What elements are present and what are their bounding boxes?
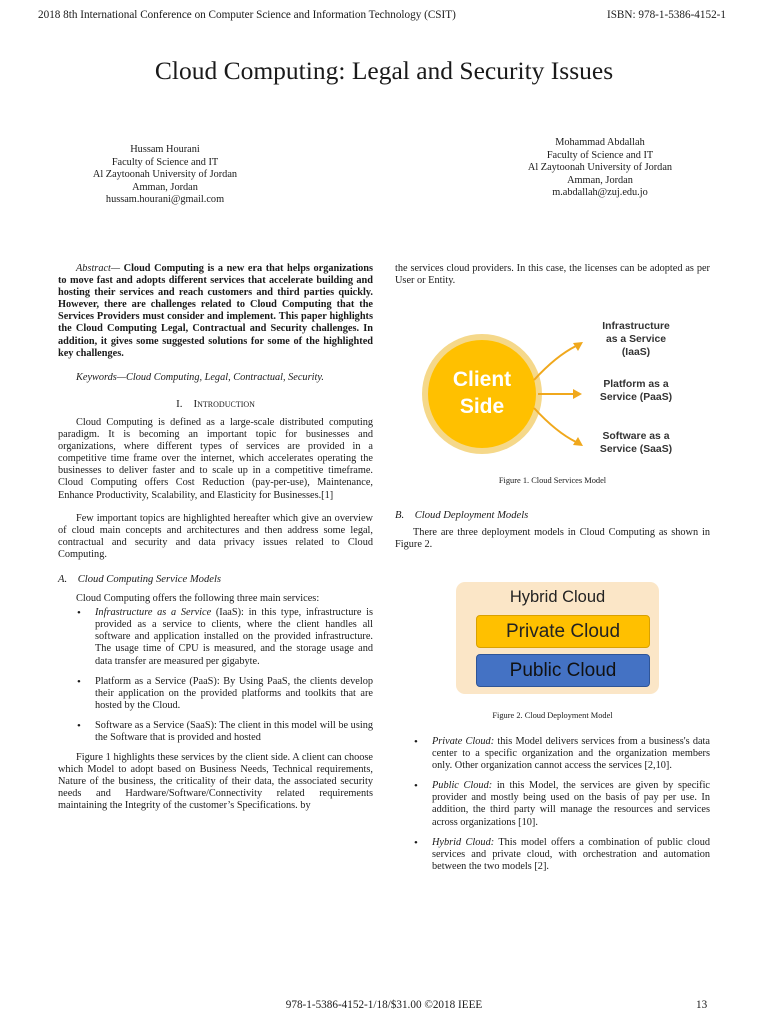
list-item-text: Software as a Service (SaaS): The client in this model will be using the Software that is provided and hosted <box>95 719 373 743</box>
keywords: Keywords—Cloud Computing, Legal, Contractual, Security. <box>76 371 324 383</box>
subsection-title: Cloud Deployment Models <box>414 510 529 521</box>
list-item-term: Hybrid Cloud: <box>432 836 495 848</box>
list-item <box>432 780 710 828</box>
list-item-text: Platform as a Service (PaaS): By Using PaaS, the clients develop their application on the provided platforms and toolkits that are hosted by the Cloud. <box>95 675 373 711</box>
iaas-label <box>586 320 686 359</box>
private-cloud-box: Private Cloud <box>476 615 650 648</box>
conference-header: 2018 8th International Conference on Computer Science and Information Technology (CSIT) <box>38 9 456 21</box>
author-univ: Al Zaytoonah University of Jordan <box>92 169 238 181</box>
circle-text-line-2: Side <box>459 395 505 418</box>
author-email: m.abdallah@zuj.edu.jo <box>552 187 648 199</box>
author-block-2 <box>495 137 705 200</box>
author-dept: Faculty of Science and IT <box>546 149 654 161</box>
subsection-label: A. <box>58 573 68 585</box>
list-item-text: This model offers a combination of public cloud services and private cloud, with orchestration and automation between the two models [2]. <box>432 836 710 872</box>
author-name: Hussam Hourani <box>130 144 200 155</box>
figure-2-caption: Figure 2. Cloud Deployment Model <box>492 711 613 720</box>
circle-text-line-1: Client <box>452 368 512 391</box>
list-item-term: Infrastructure as a Service <box>95 607 212 619</box>
list-item <box>95 607 373 667</box>
footer-code: 978-1-5386-4152-1/18/$31.00 ©2018 IEEE <box>285 999 483 1011</box>
deployment-models-list <box>395 736 710 873</box>
label-line: (IaaS) <box>621 347 651 358</box>
abstract-label: Abstract— <box>76 263 121 274</box>
service-models-list <box>58 607 373 744</box>
continuation-paragraph: the services cloud providers. In this case, the licenses can be adopted as per User or Entity. <box>395 263 710 287</box>
label-line: Infrastructure <box>602 321 670 332</box>
subsection-b-heading <box>395 510 710 522</box>
author-city: Amman, Jordan <box>132 181 198 193</box>
paas-label <box>586 378 686 404</box>
deployment-models-section <box>395 510 710 551</box>
list-item <box>95 676 373 712</box>
page-number: 13 <box>696 999 708 1011</box>
list-item-term: Private Cloud: <box>432 736 495 747</box>
arrow-iaas <box>534 346 576 380</box>
service-models-intro: Cloud Computing offers the following three main services: <box>76 593 320 605</box>
list-item-term: Public Cloud: <box>432 780 493 792</box>
section-number: I. <box>176 397 183 410</box>
saas-label <box>586 430 686 456</box>
figure-1-caption: Figure 1. Cloud Services Model <box>498 476 607 485</box>
list-item <box>432 837 710 873</box>
intro-paragraph-1: Cloud Computing is defined as a large-scale distributed computing paradigm. It is becoming an important topic for businesses and organizations, where different types of services are provided in a competitive time frame over the internet, which accelerates operating the businesses to deliver faster and to scale up in a competitive timeframe. Cloud Computing offers Cost Reduction (pay-per-use), Maintenance, Enhance Productivity, Scalability, and Elasticity for Businesses.[1] <box>58 416 373 501</box>
isbn-header: ISBN: 978-1-5386-4152-1 <box>606 9 726 21</box>
hybrid-cloud-label: Hybrid Cloud <box>509 588 606 606</box>
subsection-label: B. <box>395 510 405 521</box>
author-email: hussam.hourani@gmail.com <box>105 194 225 206</box>
arrow-saas <box>534 408 576 442</box>
author-univ: Al Zaytoonah University of Jordan <box>527 162 673 174</box>
abstract <box>58 263 373 360</box>
section-heading <box>58 398 373 410</box>
list-item <box>432 736 710 772</box>
label-line: as a Service <box>605 334 667 345</box>
label-line: Software as a <box>602 431 670 442</box>
list-item <box>95 720 373 744</box>
list-item-text: (IaaS): in this type, infrastructure is provided as a service to clients, where the client handles all software and application installed on the provided infrastructure. The usage time of CPU is measured, and the storage usage and data transfer are measured per gigabyte. <box>95 607 373 667</box>
author-block-1 <box>60 144 270 207</box>
subsection-title: Cloud Computing Service Models <box>77 573 222 585</box>
right-column-top <box>395 263 710 287</box>
label-line: Platform as a <box>603 379 669 390</box>
subsection-a-heading <box>58 574 373 586</box>
figure1-discussion: Figure 1 highlights these services by the client side. A client can choose which Model to adopt based on Business Needs, Technical requirements, Nature of the business, the criticality of their data, the associated security needs and Hardware/Software/Connectivity related requirements maintaining the Integrity of the customer’s Specifications. by <box>58 752 373 812</box>
arrowhead-paas <box>573 389 582 399</box>
hybrid-cloud-box <box>456 582 659 694</box>
left-column <box>58 263 373 813</box>
deployment-models-list-wrap <box>395 736 710 881</box>
intro-paragraph-2: Few important topics are highlighted hereafter which give an overview of cloud main concepts and architectures and then address some legal, contractual and security and data privacy issues related to Cloud Computing. <box>58 512 373 560</box>
list-item-text: in this Model, the services are given by specific provider and mostly being used on the basis of pay per use. In addition, the third party will manage the resources and services across organizations [10]. <box>432 780 711 828</box>
paper-title: Cloud Computing: Legal and Security Issues <box>154 56 614 85</box>
public-cloud-box: Public Cloud <box>476 654 650 687</box>
author-city: Amman, Jordan <box>567 174 633 186</box>
author-name: Mohammad Abdallah <box>555 137 645 148</box>
figure-1 <box>416 316 706 476</box>
client-side-circle <box>428 340 536 448</box>
label-line: Service (SaaS) <box>599 444 673 455</box>
abstract-text: Cloud Computing is a new era that helps organizations to move fast and adopts different services that accelerate building and hosting their services and reach customers and third parties quickly. However, there are challenges related to Cloud Computing that the Services Providers must consider and implement. This paper highlights the Cloud Computing Legal, Contractual and Security challenges. In addition, it gives some suggested solutions for some of the highlighted key challenges. <box>58 263 373 359</box>
label-line: Service (PaaS) <box>599 392 673 403</box>
author-dept: Faculty of Science and IT <box>111 156 219 168</box>
deployment-intro: There are three deployment models in Cloud Computing as shown in Figure 2. <box>395 527 710 551</box>
list-item-text: this Model delivers services from a business's data center to a specific organization and the organization members only. Other organization cannot access the services [2,10]. <box>432 736 710 772</box>
section-title: Introduction <box>193 397 255 410</box>
